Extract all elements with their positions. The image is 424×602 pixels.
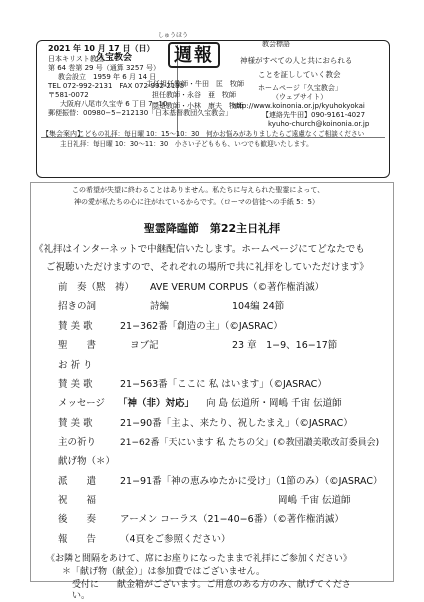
note-seating: 《お隣と間隔をあけて、席にお座りになったままで礼拝にご参加ください》: [46, 554, 352, 564]
item-hymn3-content: 21−90番「主よ、来たり、祝したまえ」（©JASRAC）: [120, 418, 353, 429]
verse-line-2: 神の愛が私たちの心に注がれているからです。（ローマの信徒への手紙 5：5）: [74, 198, 320, 206]
pastor-2: 担任教師・永谷 亜 牧師: [152, 91, 236, 99]
item-call-label: 招きの詞: [58, 301, 97, 312]
note-reception-end: い。: [72, 591, 91, 601]
pastor-3: 隠退教師・小林 康夫 牧師: [152, 102, 243, 110]
item-offering-label: 献げ物（＊）: [58, 456, 116, 467]
item-scripture-label: 聖 書: [58, 340, 97, 351]
motto-line-2: ことを証ししていく教会: [258, 70, 341, 79]
item-hymn1-content: 21−362番「創造の主」（©JASRAC）: [120, 321, 283, 332]
item-hymn3-label: 賛 美 歌: [58, 418, 93, 429]
issue-date: 2021 年 10 月 17 日（日）: [48, 44, 155, 53]
item-message-label: メッセージ: [58, 398, 105, 409]
pastor-1: 主任担任教師・牛田 匡 牧師: [146, 80, 244, 88]
church-name: 久宝教会: [96, 53, 133, 63]
item-hymn1-label: 賛 美 歌: [58, 321, 93, 332]
item-call-content: 詩編: [150, 301, 170, 312]
founded-date: 教会設立 1959 年 6 月 14 日: [58, 73, 157, 81]
contact-email[interactable]: kyuho-church@koinonia.or.jp: [268, 120, 370, 128]
item-blessing-ref: 岡嶋 千宙 伝道師: [278, 495, 351, 506]
item-message-content: 「神（非）対応」: [118, 398, 195, 409]
motto-label: 教会標語: [262, 40, 290, 48]
item-postlude-label: 後 奏: [58, 514, 97, 525]
meetings-label: 【集会案内】: [42, 130, 84, 138]
item-sending-label: 派 遣: [58, 476, 97, 487]
item-blessing-label: 祝 福: [58, 495, 97, 506]
item-hymn2-content: 21−563番「ここに 私 はいます」（©JASRAC）: [120, 379, 327, 390]
item-postlude-content: アーメン コーラス（21−40−6番）（©著作権消滅）: [120, 514, 344, 525]
item-prelude-label: 前 奏（黙 祷）: [58, 282, 135, 293]
item-scripture-ref: 23 章 1−9、16−17節: [232, 340, 338, 351]
intro-line-2: ご視聴いただけますので、それぞれの場所で共に礼拝をしていただけます》: [46, 262, 369, 273]
zip-code: 〒581-0072: [48, 91, 89, 99]
bulletin-logo: 週報: [168, 42, 220, 68]
logo-ruby: しゅうほう: [158, 32, 189, 39]
address: 大阪府八尾市久宝寺 6 丁目 7−10: [60, 100, 168, 108]
intro-line-1: 《礼拝はインターネットで中継配信いたします。ホームページにてどなたでも: [34, 244, 365, 255]
item-prayer-label: お 祈 り: [58, 360, 93, 371]
item-announcements-label: 報 告: [58, 534, 97, 545]
motto-line-1: 神様がすべての人と共におられる: [240, 56, 353, 65]
item-call-ref: 104編 24節: [232, 301, 285, 312]
website-url[interactable]: http://www.koinonia.or.jp/kyuhokyokai: [232, 102, 365, 110]
org-name: 日本キリスト教団: [48, 55, 104, 63]
phone-fax: TEL 072-992-2131 FAX 072-992-2135: [48, 82, 185, 90]
verse-line-1: この希望が失望に終わることはありません。私たちに与えられた聖霊によって、: [72, 186, 325, 194]
website-label: ホームページ「久宝教会」: [258, 84, 342, 92]
item-announcements-content: （4頁をご参照ください）: [120, 534, 231, 545]
item-prelude-content: AVE VERUM CORPUS（©著作権消滅）: [150, 282, 325, 293]
item-scripture-content: ヨブ記: [130, 340, 159, 351]
item-message-ref: 向 島 伝道所・岡嶋 千宙 伝道師: [206, 398, 342, 409]
item-lords-prayer-label: 主の祈り: [58, 437, 97, 448]
service-title: 聖霊降臨節 第22主日礼拝: [143, 222, 281, 235]
website-sub: （ウェブサイト）: [272, 93, 328, 101]
issue-number: 第 64 巻第 29 号（通算 3257 号）: [48, 64, 160, 72]
contact-phone: 【連絡先牛田】090-9161-4027: [262, 111, 366, 119]
postal-transfer: 郵便振替：00980−5−212130「日本基督教団久宝教会」: [48, 109, 233, 117]
item-sending-content: 21−91番「神の恵みゆたかに受け」（1節のみ）（©JASRAC）: [120, 476, 383, 487]
item-hymn2-label: 賛 美 歌: [58, 379, 93, 390]
meeting-sunday: 主日礼拝：毎日曜 10：30～11：30 小さい子どももも、いつでも歓迎いたします。: [60, 140, 313, 148]
item-lords-prayer-content: 21−62番「天にいます 私 たちの父」(©教団讃美歌改訂委員会): [120, 438, 380, 448]
meeting-children: こどもの礼拝：毎日曜 10：15～10：30 何かお悩みがありましたらご遠慮なくご相談ください: [78, 130, 365, 138]
note-offering: ＊「献げ物（献金）」は参加費ではございません。: [62, 567, 266, 577]
note-reception: 受付に 献金箱がございます。ご用意のある方のみ、献げてくださ: [72, 580, 351, 590]
